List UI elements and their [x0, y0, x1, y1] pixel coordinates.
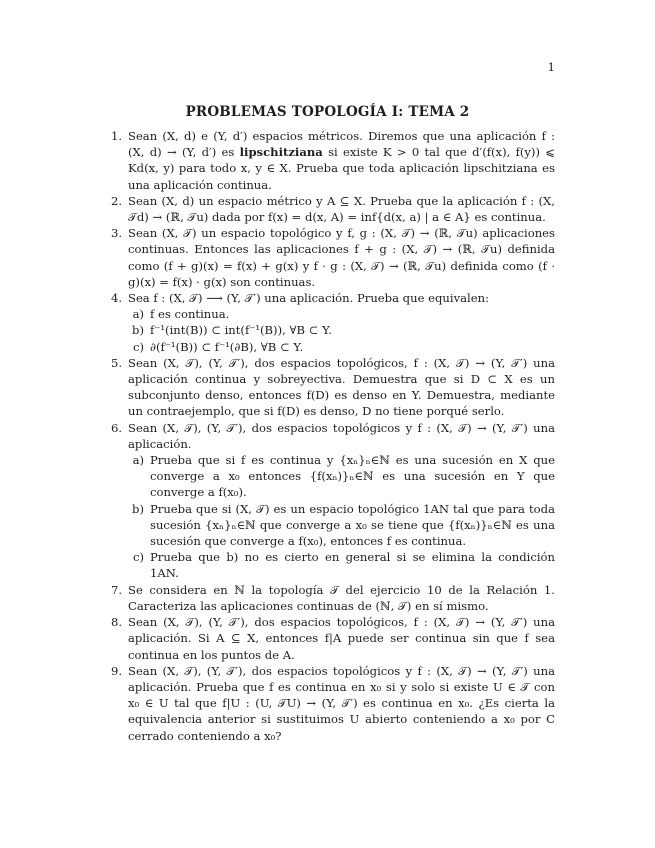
subitem-text: Prueba que si (X, 𝒯) es un espacio topológico 1AN tal que para toda sucesión {xₙ}ₙ∈ℕ que converge a x₀ se tiene que {f(xₙ)}ₙ∈ℕ es una sucesión que converge a f(x₀), entonces f es continua.	[150, 501, 555, 549]
problem-number: 8.	[111, 615, 123, 630]
problem-list	[111, 128, 555, 744]
problem-2	[111, 193, 555, 225]
subitem-b	[128, 322, 555, 338]
problem-9	[111, 663, 555, 744]
subitem-a	[128, 452, 555, 501]
subitem-text: Prueba que b) no es cierto en general si se elimina la condición 1AN.	[150, 550, 555, 581]
subitem-text: ∂(f⁻¹(B)) ⊂ f⁻¹(∂B), ∀B ⊂ Y.	[150, 339, 304, 354]
problem-number: 1.	[111, 129, 123, 143]
problem-number: 2.	[111, 193, 123, 208]
problem-text: Sean (X, d) un espacio métrico y A ⊆ X. Prueba que la aplicación f : (X, 𝒯d) → (ℝ, 𝒯u) dada por f(x) = d(x, A) = inf{d(x, a) | a ∈ A} es continua.	[128, 193, 555, 225]
subitem-list	[128, 306, 555, 355]
problem-text-part: Sean (X, d) e (Y, d′) espacios métricos. Diremos que una aplicación f : (X, d) → (Y, d′) es	[128, 129, 555, 160]
subitem-text: Prueba que si f es continua y {xₙ}ₙ∈ℕ es una sucesión en X que converge a x₀ entonces {f(xₙ)}ₙ∈ℕ es una sucesión en Y que converge a f(x₀).	[150, 453, 555, 500]
subitem-b	[128, 501, 555, 550]
problem-number: 9.	[111, 663, 123, 678]
problem-text	[128, 128, 555, 193]
subitem-label: a)	[132, 453, 144, 468]
subitem-a	[128, 306, 555, 322]
subitem-c	[128, 339, 555, 355]
page-number: 1	[547, 60, 555, 74]
subitem-c	[128, 549, 555, 581]
subitem-list	[128, 452, 555, 582]
problem-text: Sean (X, 𝒯), (Y, 𝒯′), dos espacios topológicos y f : (X, 𝒯) → (Y, 𝒯′) una aplicación. Prueba que f es continua en x₀ si y solo si existe U ∈ 𝒯 con x₀ ∈ U tal que f|U : (U, 𝒯U) → (Y, 𝒯′) es continua en x₀. ¿Es cierta la equivalencia anterior si sustituimos U abierto conteniendo a x₀ por C cerrado conteniendo a x₀?	[128, 663, 555, 743]
subitem-label: c)	[132, 339, 144, 354]
subitem-label: c)	[132, 550, 144, 565]
problem-text: Se considera en ℕ la topología 𝒯 del ejercicio 10 de la Relación 1. Caracteriza las aplicaciones continuas de (ℕ, 𝒯) en sí mismo.	[128, 582, 555, 613]
problem-text: Sea f : (X, 𝒯) ⟶ (Y, 𝒯′) una aplicación. Prueba que equivalen:	[128, 291, 489, 306]
problem-3	[111, 225, 555, 290]
problem-5	[111, 355, 555, 420]
problem-number: 5.	[111, 355, 123, 370]
problem-body	[128, 290, 555, 355]
subitem-label: a)	[132, 307, 144, 322]
subitem-label: b)	[132, 323, 144, 338]
problem-text-part: si existe K > 0 tal que d′(f(x), f(y)) ⩽ Kd(x, y) para todo x, y ∈ X. Prueba que toda aplicación lipschitziana es una aplicación continua.	[128, 145, 555, 192]
problem-4	[111, 290, 555, 355]
page-title: PROBLEMAS TOPOLOGÍA I: TEMA 2	[185, 104, 470, 120]
term-lipschitziana: lipschitziana	[239, 145, 323, 160]
problem-number: 3.	[111, 226, 123, 241]
problem-body	[128, 420, 555, 582]
subitem-text: f⁻¹(int(B)) ⊂ int(f⁻¹(B)), ∀B ⊂ Y.	[150, 323, 332, 338]
problem-7	[111, 582, 555, 614]
problem-number: 4.	[111, 291, 123, 306]
problem-number: 6.	[111, 420, 123, 435]
problem-text: Sean (X, 𝒯) un espacio topológico y f, g : (X, 𝒯) → (ℝ, 𝒯u) aplicaciones continuas. Entonces las aplicaciones f + g : (X, 𝒯) → (ℝ, 𝒯u) definida como (f + g)(x) = f(x) + g(x) y f · g : (X, 𝒯) → (ℝ, 𝒯u) definida como (f · g)(x) = f(x) · g(x) son continuas.	[128, 226, 555, 289]
subitem-label: b)	[132, 501, 144, 516]
problem-text: Sean (X, 𝒯), (Y, 𝒯′), dos espacios topológicos, f : (X, 𝒯) → (Y, 𝒯′) una aplicación continua y sobreyectiva. Demuestra que si D ⊂ X es un subconjunto denso, entonces f(D) es denso en Y. Demuestra, mediante un contraejemplo, que si f(D) es denso, D no tiene porqué serlo.	[128, 355, 555, 419]
problem-text: Sean (X, 𝒯), (Y, 𝒯′), dos espacios topológicos y f : (X, 𝒯) → (Y, 𝒯′) una aplicación.	[128, 420, 555, 451]
subitem-text: f es continua.	[150, 307, 230, 322]
problem-6	[111, 420, 555, 582]
problem-8	[111, 614, 555, 663]
problem-number: 7.	[111, 582, 123, 597]
problem-1	[111, 128, 555, 193]
problem-text: Sean (X, 𝒯), (Y, 𝒯′), dos espacios topológicos, f : (X, 𝒯) → (Y, 𝒯′) una aplicación. Si A ⊆ X, entonces f|A puede ser continua sin que f sea continua en los puntos de A.	[128, 615, 555, 662]
